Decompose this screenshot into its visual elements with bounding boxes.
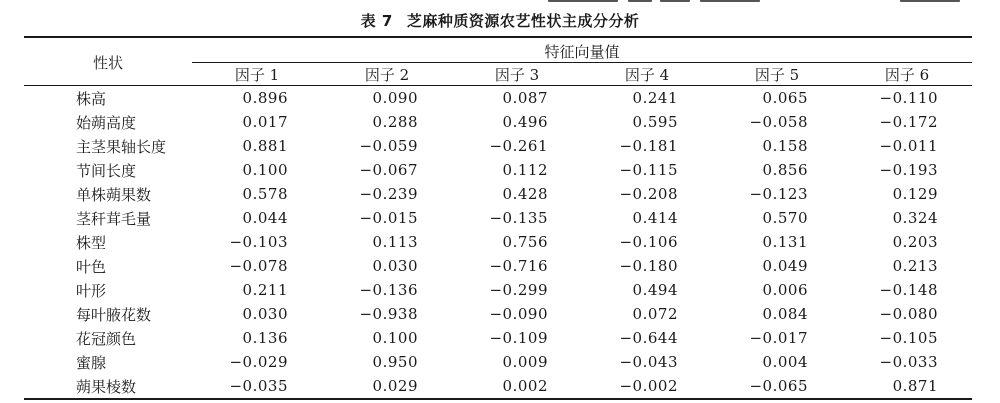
factor-1-value: 0.044 (242, 209, 288, 227)
trait-name: 主茎果轴长度 (76, 137, 167, 156)
factor-5-value: −0.065 (712, 374, 842, 399)
trait-name: 单株蒴果数 (76, 185, 152, 204)
factor-6-value: −0.105 (879, 329, 939, 347)
factor-header-4: 因子 4 (582, 63, 712, 86)
factor-3-value: −0.109 (489, 329, 548, 347)
table-row (24, 86, 972, 111)
factor-6-value: −0.080 (879, 305, 939, 323)
factor-6-value: −0.110 (879, 89, 939, 107)
factor-5-value: 0.158 (762, 137, 808, 155)
factor-2-value: 0.090 (372, 89, 418, 107)
factor-3-value: −0.716 (489, 257, 548, 275)
factor-1-value: −0.078 (229, 257, 288, 275)
factor-6-value: 0.203 (892, 233, 939, 251)
factor-3-value: 0.756 (502, 233, 548, 251)
factor-5-value: 0.856 (762, 161, 808, 179)
factor-5-value: 0.049 (762, 257, 808, 275)
table-row (24, 350, 972, 374)
trait-name: 花冠颜色 (76, 329, 137, 348)
factor-1-value: 0.578 (242, 185, 288, 203)
factor-6-value: 0.871 (842, 374, 972, 399)
trait-column-header: 性状 (24, 37, 192, 86)
factor-5-value: 0.570 (762, 209, 808, 227)
factor-5-value: 0.084 (762, 305, 808, 323)
trait-name: 叶形 (76, 281, 107, 300)
factor-4-value: −0.208 (619, 185, 678, 203)
table-row (24, 158, 972, 182)
factor-2-value: −0.136 (359, 281, 418, 299)
factor-4-value: −0.106 (619, 233, 678, 251)
trait-name: 蒴果棱数 (24, 374, 192, 399)
table-number: 表 7 (360, 12, 393, 30)
factor-3-value: 0.496 (502, 113, 548, 131)
factor-1-value: 0.136 (242, 329, 288, 347)
factor-4-value: −0.043 (619, 353, 678, 371)
factor-5-value: 0.004 (762, 353, 808, 371)
table-row (24, 206, 972, 230)
table-row (24, 278, 972, 302)
factor-6-value: −0.172 (879, 113, 939, 131)
table-row (24, 134, 972, 158)
factor-2-value: 0.029 (322, 374, 452, 399)
factor-5-value: −0.017 (749, 329, 808, 347)
factor-3-value: 0.087 (502, 89, 548, 107)
factor-3-value: −0.135 (489, 209, 548, 227)
factor-2-value: 0.100 (372, 329, 418, 347)
trait-name: 株高 (76, 89, 107, 108)
factor-2-value: 0.288 (372, 113, 418, 131)
factor-1-value: 0.896 (242, 89, 288, 107)
factor-4-value: 0.241 (632, 89, 678, 107)
factor-4-value: −0.002 (582, 374, 712, 399)
factor-2-value: −0.938 (359, 305, 418, 323)
factor-3-value: −0.090 (489, 305, 548, 323)
previous-page-text-fragment (0, 0, 1000, 4)
trait-name: 蜜腺 (76, 353, 107, 372)
factor-6-value: −0.033 (879, 353, 939, 371)
factor-1-value: 0.881 (242, 137, 288, 155)
table-body (24, 86, 972, 400)
trait-name: 节间长度 (76, 161, 137, 180)
table-title: 芝麻种质资源农艺性状主成分分析 (406, 12, 640, 30)
factor-2-value: −0.067 (359, 161, 418, 179)
factor-2-value: −0.015 (359, 209, 418, 227)
factor-2-value: −0.059 (359, 137, 418, 155)
factor-4-value: −0.115 (619, 161, 678, 179)
trait-name: 每叶腋花数 (76, 305, 152, 324)
table-caption (0, 10, 1000, 31)
factor-3-value: 0.428 (502, 185, 548, 203)
factor-1-value: 0.211 (242, 281, 288, 299)
factor-1-value: −0.103 (229, 233, 288, 251)
factor-2-value: 0.030 (372, 257, 418, 275)
factor-5-value: 0.006 (762, 281, 808, 299)
factor-3-value: −0.299 (489, 281, 548, 299)
factor-6-value: −0.148 (879, 281, 939, 299)
factor-4-value: 0.414 (632, 209, 678, 227)
factor-4-value: 0.072 (632, 305, 678, 323)
trait-name: 始蒴高度 (76, 113, 137, 132)
factor-6-value: 0.324 (892, 209, 939, 227)
factor-header-2: 因子 2 (322, 63, 452, 86)
factor-5-value: −0.123 (749, 185, 808, 203)
table-row (24, 326, 972, 350)
factor-3-value: −0.261 (489, 137, 548, 155)
factor-3-value: 0.009 (502, 353, 548, 371)
table-row (24, 374, 972, 399)
factor-1-value: 0.017 (242, 113, 288, 131)
factor-header-5: 因子 5 (712, 63, 842, 86)
factor-2-value: 0.113 (372, 233, 418, 251)
factor-3-value: 0.112 (502, 161, 548, 179)
factor-3-value: 0.002 (452, 374, 582, 399)
factor-1-value: 0.030 (242, 305, 288, 323)
factor-5-value: 0.065 (762, 89, 808, 107)
factor-6-value: −0.011 (879, 137, 939, 155)
trait-name: 株型 (76, 233, 107, 252)
factor-6-value: −0.193 (879, 161, 939, 179)
factor-header-1: 因子 1 (192, 63, 322, 86)
data-table (24, 36, 972, 400)
trait-name: 叶色 (76, 257, 107, 276)
factor-header-3: 因子 3 (452, 63, 582, 86)
table-row (24, 254, 972, 278)
factor-4-value: 0.494 (632, 281, 678, 299)
trait-name: 茎秆茸毛量 (76, 209, 152, 228)
factor-4-value: 0.595 (632, 113, 678, 131)
table-row (24, 110, 972, 134)
factor-1-value: 0.100 (242, 161, 288, 179)
factor-5-value: −0.058 (749, 113, 808, 131)
factor-2-value: −0.239 (359, 185, 418, 203)
factor-2-value: 0.950 (372, 353, 418, 371)
factor-6-value: 0.129 (892, 185, 939, 203)
table-row (24, 302, 972, 326)
factor-1-value: −0.035 (192, 374, 322, 399)
factor-4-value: −0.644 (619, 329, 678, 347)
factor-header-6: 因子 6 (842, 63, 972, 86)
factor-5-value: 0.131 (762, 233, 808, 251)
factor-1-value: −0.029 (229, 353, 288, 371)
factor-6-value: 0.213 (892, 257, 939, 275)
factor-4-value: −0.180 (619, 257, 678, 275)
eigenvector-group-header: 特征向量值 (192, 37, 972, 63)
table-row (24, 230, 972, 254)
factor-4-value: −0.181 (619, 137, 678, 155)
table-row (24, 182, 972, 206)
